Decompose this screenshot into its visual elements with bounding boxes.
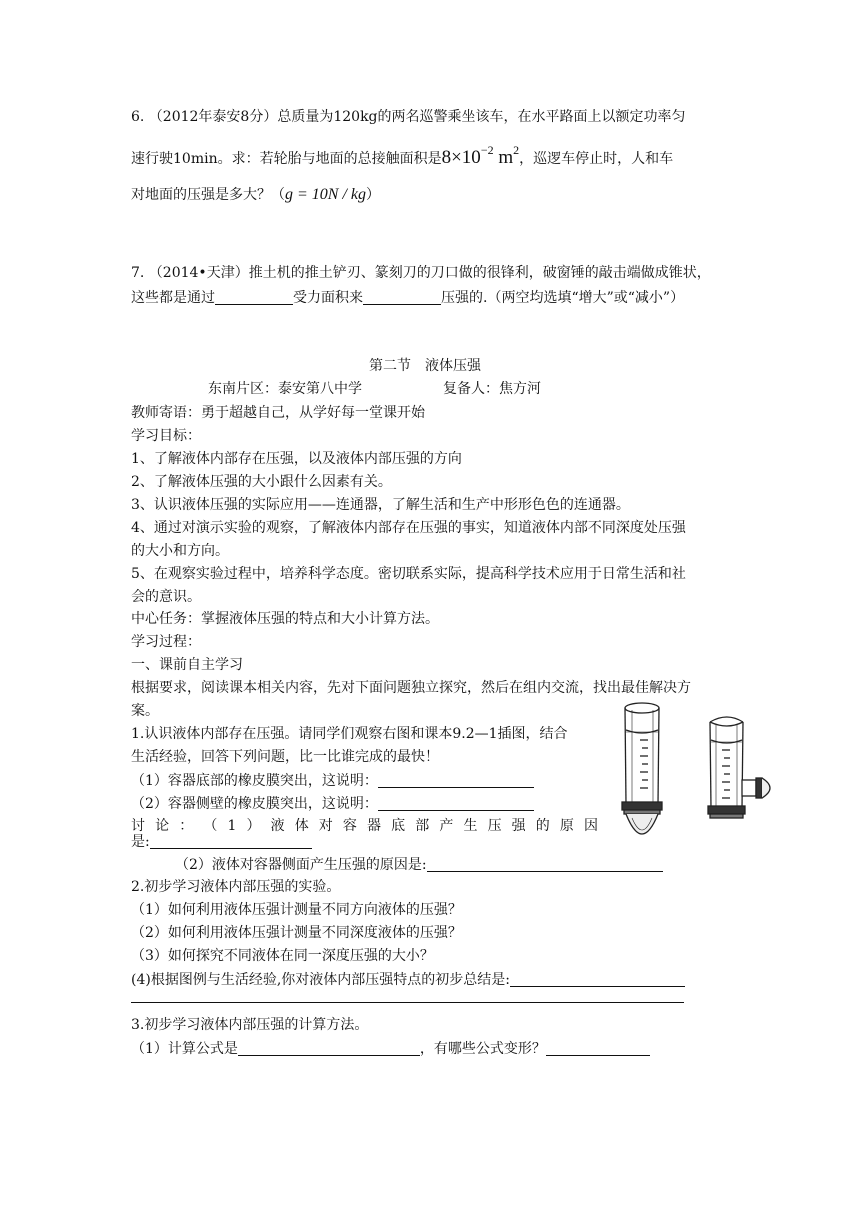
- item1-q2-blank[interactable]: [378, 796, 534, 811]
- item1-q1-blank[interactable]: [378, 773, 534, 788]
- instructions: 根据要求，阅读课本相关内容，先对下面问题独立探究，然后在组内交流，找出最佳解决方: [131, 680, 691, 696]
- q7-line2: 这些都是通过 受力面积来 压强的.（两空均选填“增大”或“减小”）: [131, 290, 685, 306]
- item2-q2: （2）如何利用液体压强计测量不同深度液体的压强？: [131, 925, 462, 941]
- instructions-cont: 案。: [131, 703, 159, 719]
- item3-q1: （1）计算公式是 ，有哪些公式变形？: [131, 1041, 650, 1056]
- item1-discussion: 讨 论 ： （ 1 ） 液 体 对 容 器 底 部 产 生 压 强 的 原 因: [131, 818, 598, 834]
- item1-discussion-cont: 是:: [131, 834, 312, 849]
- q7-blank-1[interactable]: [215, 290, 293, 305]
- item1-line2: 生活经验，回答下列问题，比一比谁完成的最快！: [131, 749, 439, 765]
- goal-item: 的大小和方向。: [131, 543, 229, 559]
- item2-q3: （3）如何探究不同液体在同一深度压强的大小？: [131, 948, 434, 964]
- cylinder-bottom-membrane: [622, 703, 662, 834]
- item1-q1: （1）容器底部的橡皮膜突出，这说明：: [131, 773, 534, 788]
- teacher-motto: 教师寄语：勇于超越自己，从学好每一堂课开始: [131, 405, 425, 421]
- goal-item: 3、认识液体压强的实际应用——连通器，了解生活和生产中形形色色的连通器。: [131, 497, 630, 513]
- section-region: 东南片区：泰安第八中学: [208, 381, 362, 397]
- goal-item: 4、通过对演示实验的观察，了解液体内部存在压强的事实，知道液体内部不同深度处压强: [131, 520, 686, 536]
- q7-blank-2[interactable]: [363, 290, 441, 305]
- item3-heading: 3.初步学习液体内部压强的计算方法。: [131, 1017, 369, 1033]
- item2-q4-blank-line2[interactable]: [131, 1002, 684, 1003]
- item1-discuss1-blank[interactable]: [150, 834, 312, 849]
- q6-line2-text: 速行驶10min。求：若轮胎与地面的总接触面积是: [131, 151, 442, 167]
- section-title: 第二节 液体压强: [369, 358, 481, 374]
- item2-heading: 2.初步学习液体内部压强的实验。: [131, 879, 341, 895]
- process-heading: 学习过程：: [131, 634, 201, 650]
- goal-item: 5、在观察实验过程中，培养科学态度。密切联系实际，提高科学技术应用于日常生活和社: [131, 566, 686, 582]
- item3-variants-blank[interactable]: [546, 1041, 650, 1056]
- central-task: 中心任务：掌握液体压强的特点和大小计算方法。: [131, 611, 439, 627]
- cylinder-side-membrane: [708, 717, 770, 818]
- item2-q4-blank[interactable]: [510, 972, 685, 987]
- q7-line1: 7. （2014•天津）推土机的推土铲刃、篆刻刀的刀口做的很锋利，破窗锤的敲击端做成锥状，: [131, 265, 711, 281]
- item3-formula-blank[interactable]: [238, 1041, 420, 1056]
- goal-item: 1、了解液体内部存在压强，以及液体内部压强的方向: [131, 451, 462, 467]
- q6-area-formula: $8\times 10^{-2}$ $m^2$: [441, 143, 520, 168]
- q6-line2-tail: ，巡逻车停止时，人和车: [519, 151, 674, 167]
- section-preparer: 复备人：焦方河: [443, 381, 541, 397]
- q6-line2: [131, 144, 673, 167]
- q6-line3: 对地面的压强是多大？（g = 10N / kg）: [131, 186, 381, 203]
- item1-discussion-2: （2）液体对容器侧面产生压强的原因是:: [175, 857, 663, 872]
- goal-item: 会的意识。: [131, 589, 201, 605]
- q6-g-formula: g = 10N / kg: [285, 186, 367, 203]
- goals-heading: 学习目标：: [131, 428, 201, 444]
- q6-line1: 6. （2012年泰安8分）总质量为120kg的两名巡警乘坐该车，在水平路面上以额定功率匀: [131, 109, 686, 125]
- pressure-cylinders-illustration: [612, 696, 792, 868]
- item1-q2: （2）容器侧壁的橡皮膜突出，这说明：: [131, 796, 534, 811]
- goal-item: 2、了解液体压强的大小跟什么因素有关。: [131, 474, 392, 490]
- item1-line1: 1.认识液体内部存在压强。请同学们观察右图和课本9.2—1插图，结合: [131, 726, 568, 742]
- item2-q1: （1）如何利用液体压强计测量不同方向液体的压强？: [131, 902, 462, 918]
- part1-heading: 一、课前自主学习: [131, 657, 243, 673]
- item2-q4: (4)根据图例与生活经验,你对液体内部压强特点的初步总结是:: [131, 972, 685, 987]
